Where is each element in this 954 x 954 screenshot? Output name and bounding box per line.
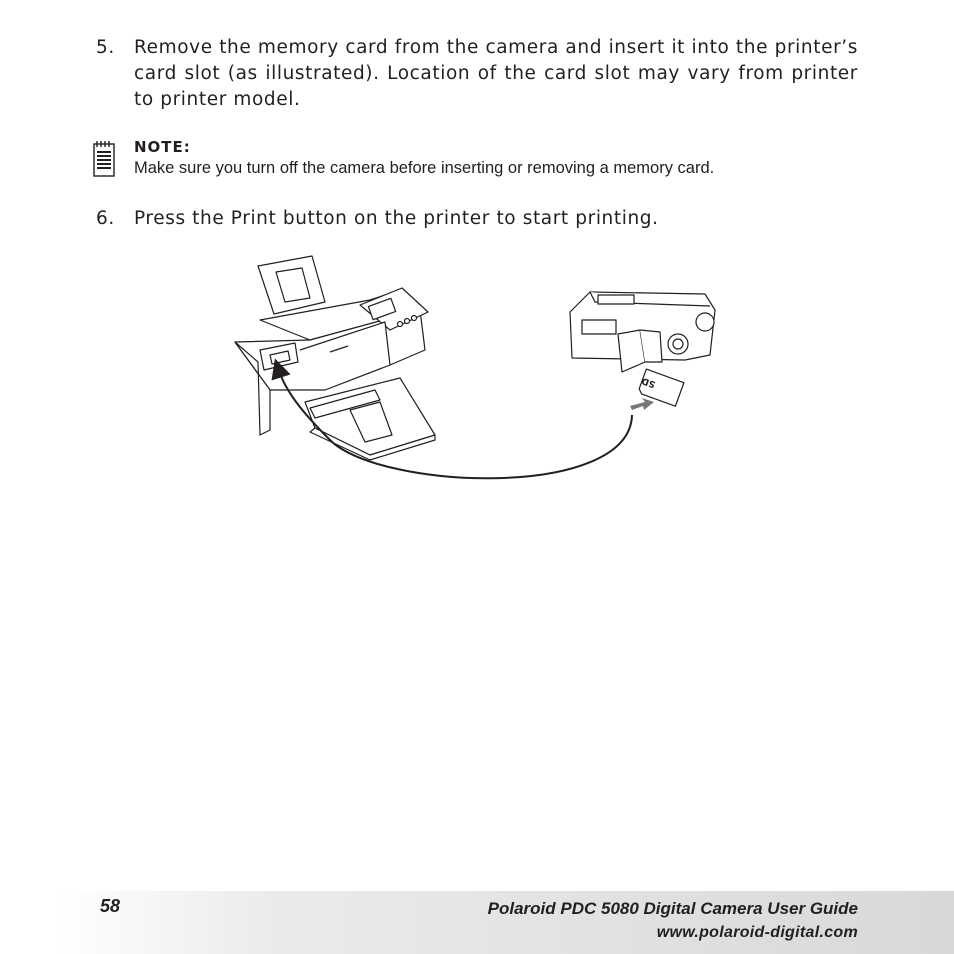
footer-url: www.polaroid-digital.com (656, 924, 858, 941)
printer-drawing (235, 256, 435, 460)
step-text: Press the Print button on the printer to start printing. (134, 208, 659, 229)
page-number: 58 (100, 896, 121, 916)
step-number: 6. (96, 208, 115, 229)
printer-camera-illustration (230, 250, 730, 495)
footer-title: Polaroid PDC 5080 Digital Camera User Guide (487, 899, 858, 918)
camera-drawing (570, 292, 715, 410)
step-5 (96, 35, 858, 113)
note-title: NOTE: (134, 138, 191, 156)
note-body: Make sure you turn off the camera before inserting or removing a memory card. (134, 159, 715, 177)
sd-card-label: SD (640, 374, 658, 389)
step-text: Remove the memory card from the camera and insert it into the printer’s card slot (as illustrated). Location of the card slot may vary from printer to printer model. (134, 37, 858, 110)
step-number: 5. (96, 37, 115, 58)
step-6 (96, 206, 858, 232)
note-pad-icon (92, 140, 116, 178)
